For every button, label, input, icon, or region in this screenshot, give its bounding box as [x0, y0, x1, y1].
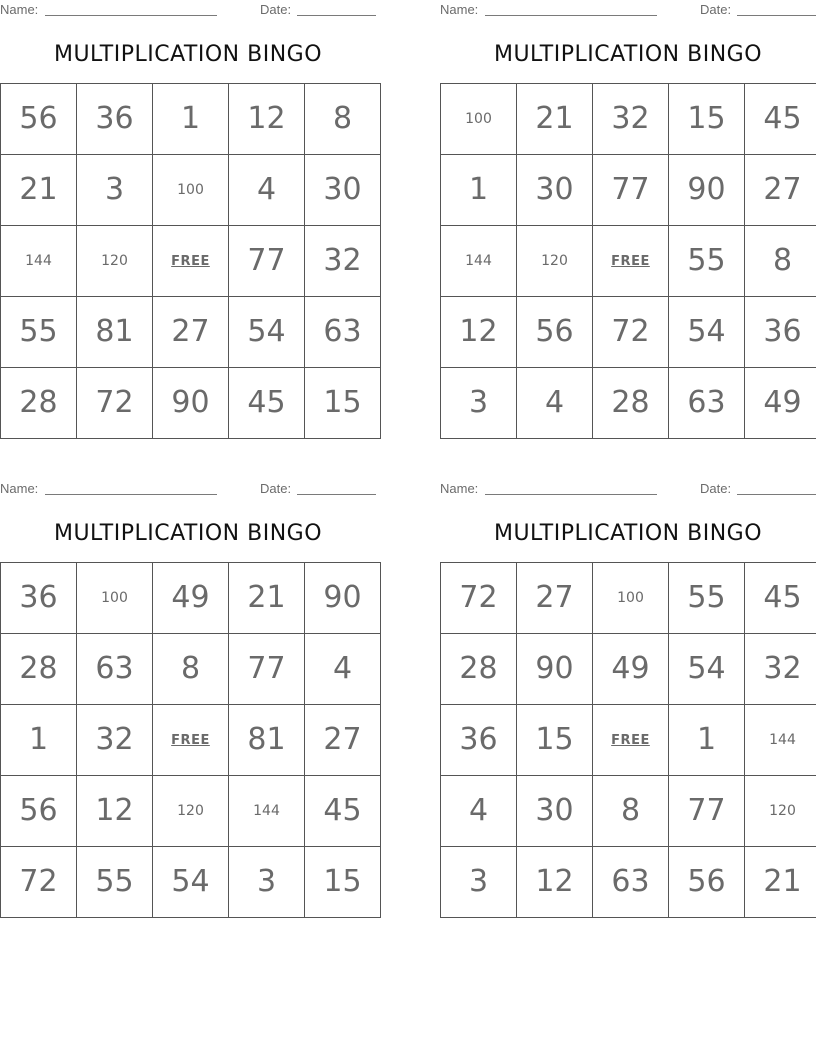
card-title: MULTIPLICATION BINGO [493, 42, 763, 67]
grid-cell: 8 [153, 634, 229, 705]
grid-cell: 27 [517, 563, 593, 634]
card-title: MULTIPLICATION BINGO [53, 42, 323, 67]
grid-cell: 30 [305, 155, 381, 226]
grid-row [1, 705, 381, 776]
grid-cell: 49 [745, 368, 816, 439]
grid-cell: 144 [229, 776, 305, 847]
grid-cell: 15 [669, 84, 745, 155]
grid-row [441, 226, 816, 297]
card-title: MULTIPLICATION BINGO [493, 521, 763, 546]
grid-cell: 144 [441, 226, 517, 297]
grid-cell: 63 [305, 297, 381, 368]
grid-cell: 63 [669, 368, 745, 439]
grid-cell: 72 [593, 297, 669, 368]
grid-cell: 120 [517, 226, 593, 297]
name-blank-line[interactable] [485, 494, 657, 495]
grid-cell: 36 [77, 84, 153, 155]
grid-cell: 45 [745, 563, 816, 634]
grid-cell: 90 [305, 563, 381, 634]
name-label: Name: [0, 481, 39, 496]
grid-row [441, 563, 816, 634]
free-space-cell: FREE [593, 705, 669, 776]
grid-cell: 27 [305, 705, 381, 776]
grid-row [441, 705, 816, 776]
grid-cell: 56 [1, 84, 77, 155]
grid-cell: 90 [669, 155, 745, 226]
bingo-card [440, 479, 816, 914]
grid-cell: 4 [305, 634, 381, 705]
grid-cell: 3 [441, 368, 517, 439]
grid-cell: 49 [593, 634, 669, 705]
grid-cell: 36 [1, 563, 77, 634]
grid-cell: 45 [305, 776, 381, 847]
grid-cell: 1 [1, 705, 77, 776]
grid-cell: 4 [517, 368, 593, 439]
free-space-cell: FREE [153, 705, 229, 776]
grid-cell: 36 [745, 297, 816, 368]
name-date-row [440, 481, 816, 499]
grid-cell: 30 [517, 155, 593, 226]
grid-cell: 144 [1, 226, 77, 297]
grid-cell: 56 [669, 847, 745, 918]
name-date-row [0, 481, 376, 499]
grid-cell: 15 [305, 368, 381, 439]
grid-cell: 27 [153, 297, 229, 368]
grid-cell: 63 [77, 634, 153, 705]
grid-row [441, 368, 816, 439]
grid-row [441, 297, 816, 368]
grid-cell: 12 [441, 297, 517, 368]
grid-cell: 55 [669, 226, 745, 297]
grid-cell: 90 [517, 634, 593, 705]
grid-cell: 55 [669, 563, 745, 634]
bingo-card [0, 479, 376, 914]
grid-cell: 72 [77, 368, 153, 439]
grid-cell: 21 [229, 563, 305, 634]
grid-cell: 1 [153, 84, 229, 155]
grid-cell: 12 [77, 776, 153, 847]
bingo-grid [0, 83, 381, 439]
name-label: Name: [440, 2, 479, 17]
grid-row [1, 226, 381, 297]
grid-cell: 28 [1, 368, 77, 439]
grid-cell: 56 [517, 297, 593, 368]
grid-cell: 100 [593, 563, 669, 634]
grid-row [441, 634, 816, 705]
grid-cell: 54 [669, 297, 745, 368]
grid-row [1, 634, 381, 705]
grid-cell: 56 [1, 776, 77, 847]
date-label: Date: [700, 481, 732, 496]
grid-cell: 54 [669, 634, 745, 705]
grid-cell: 55 [77, 847, 153, 918]
grid-cell: 32 [745, 634, 816, 705]
free-space-cell: FREE [593, 226, 669, 297]
date-label: Date: [260, 2, 292, 17]
grid-cell: 12 [517, 847, 593, 918]
bingo-grid [0, 562, 381, 918]
grid-cell: 30 [517, 776, 593, 847]
grid-cell: 45 [745, 84, 816, 155]
grid-cell: 120 [153, 776, 229, 847]
grid-cell: 15 [517, 705, 593, 776]
grid-cell: 45 [229, 368, 305, 439]
grid-cell: 3 [229, 847, 305, 918]
name-blank-line[interactable] [485, 15, 657, 16]
grid-cell: 55 [1, 297, 77, 368]
grid-cell: 8 [305, 84, 381, 155]
grid-cell: 77 [229, 634, 305, 705]
date-blank-line[interactable] [297, 494, 376, 495]
grid-cell: 100 [77, 563, 153, 634]
grid-cell: 63 [593, 847, 669, 918]
grid-cell: 49 [153, 563, 229, 634]
name-blank-line[interactable] [45, 15, 217, 16]
free-space-cell: FREE [153, 226, 229, 297]
grid-cell: 1 [669, 705, 745, 776]
grid-row [1, 84, 381, 155]
grid-cell: 3 [441, 847, 517, 918]
grid-cell: 81 [77, 297, 153, 368]
grid-cell: 12 [229, 84, 305, 155]
grid-cell: 3 [77, 155, 153, 226]
grid-row [441, 776, 816, 847]
grid-cell: 120 [77, 226, 153, 297]
grid-cell: 77 [229, 226, 305, 297]
date-blank-line[interactable] [737, 15, 816, 16]
grid-row [441, 155, 816, 226]
grid-row [1, 776, 381, 847]
grid-cell: 32 [593, 84, 669, 155]
grid-cell: 100 [153, 155, 229, 226]
grid-cell: 77 [669, 776, 745, 847]
grid-cell: 4 [441, 776, 517, 847]
name-blank-line[interactable] [45, 494, 217, 495]
name-date-row [0, 2, 376, 20]
grid-cell: 1 [441, 155, 517, 226]
grid-cell: 81 [229, 705, 305, 776]
date-label: Date: [700, 2, 732, 17]
grid-cell: 21 [517, 84, 593, 155]
grid-row [1, 368, 381, 439]
grid-cell: 15 [305, 847, 381, 918]
grid-row [1, 155, 381, 226]
grid-cell: 27 [745, 155, 816, 226]
date-blank-line[interactable] [737, 494, 816, 495]
date-label: Date: [260, 481, 292, 496]
bingo-grid [440, 562, 816, 918]
grid-row [1, 847, 381, 918]
grid-cell: 120 [745, 776, 816, 847]
grid-cell: 54 [229, 297, 305, 368]
grid-cell: 8 [593, 776, 669, 847]
grid-cell: 8 [745, 226, 816, 297]
name-date-row [440, 2, 816, 20]
card-title: MULTIPLICATION BINGO [53, 521, 323, 546]
grid-cell: 28 [441, 634, 517, 705]
grid-cell: 72 [1, 847, 77, 918]
grid-cell: 4 [229, 155, 305, 226]
name-label: Name: [440, 481, 479, 496]
grid-cell: 32 [77, 705, 153, 776]
date-blank-line[interactable] [297, 15, 376, 16]
grid-cell: 77 [593, 155, 669, 226]
grid-cell: 144 [745, 705, 816, 776]
name-label: Name: [0, 2, 39, 17]
bingo-card [440, 0, 816, 435]
grid-cell: 21 [745, 847, 816, 918]
grid-cell: 72 [441, 563, 517, 634]
grid-cell: 28 [593, 368, 669, 439]
bingo-card [0, 0, 376, 435]
grid-row [441, 847, 816, 918]
grid-cell: 90 [153, 368, 229, 439]
grid-cell: 21 [1, 155, 77, 226]
grid-cell: 100 [441, 84, 517, 155]
grid-row [1, 297, 381, 368]
grid-cell: 28 [1, 634, 77, 705]
grid-cell: 36 [441, 705, 517, 776]
grid-row [1, 563, 381, 634]
grid-cell: 32 [305, 226, 381, 297]
bingo-grid [440, 83, 816, 439]
grid-row [441, 84, 816, 155]
grid-cell: 54 [153, 847, 229, 918]
